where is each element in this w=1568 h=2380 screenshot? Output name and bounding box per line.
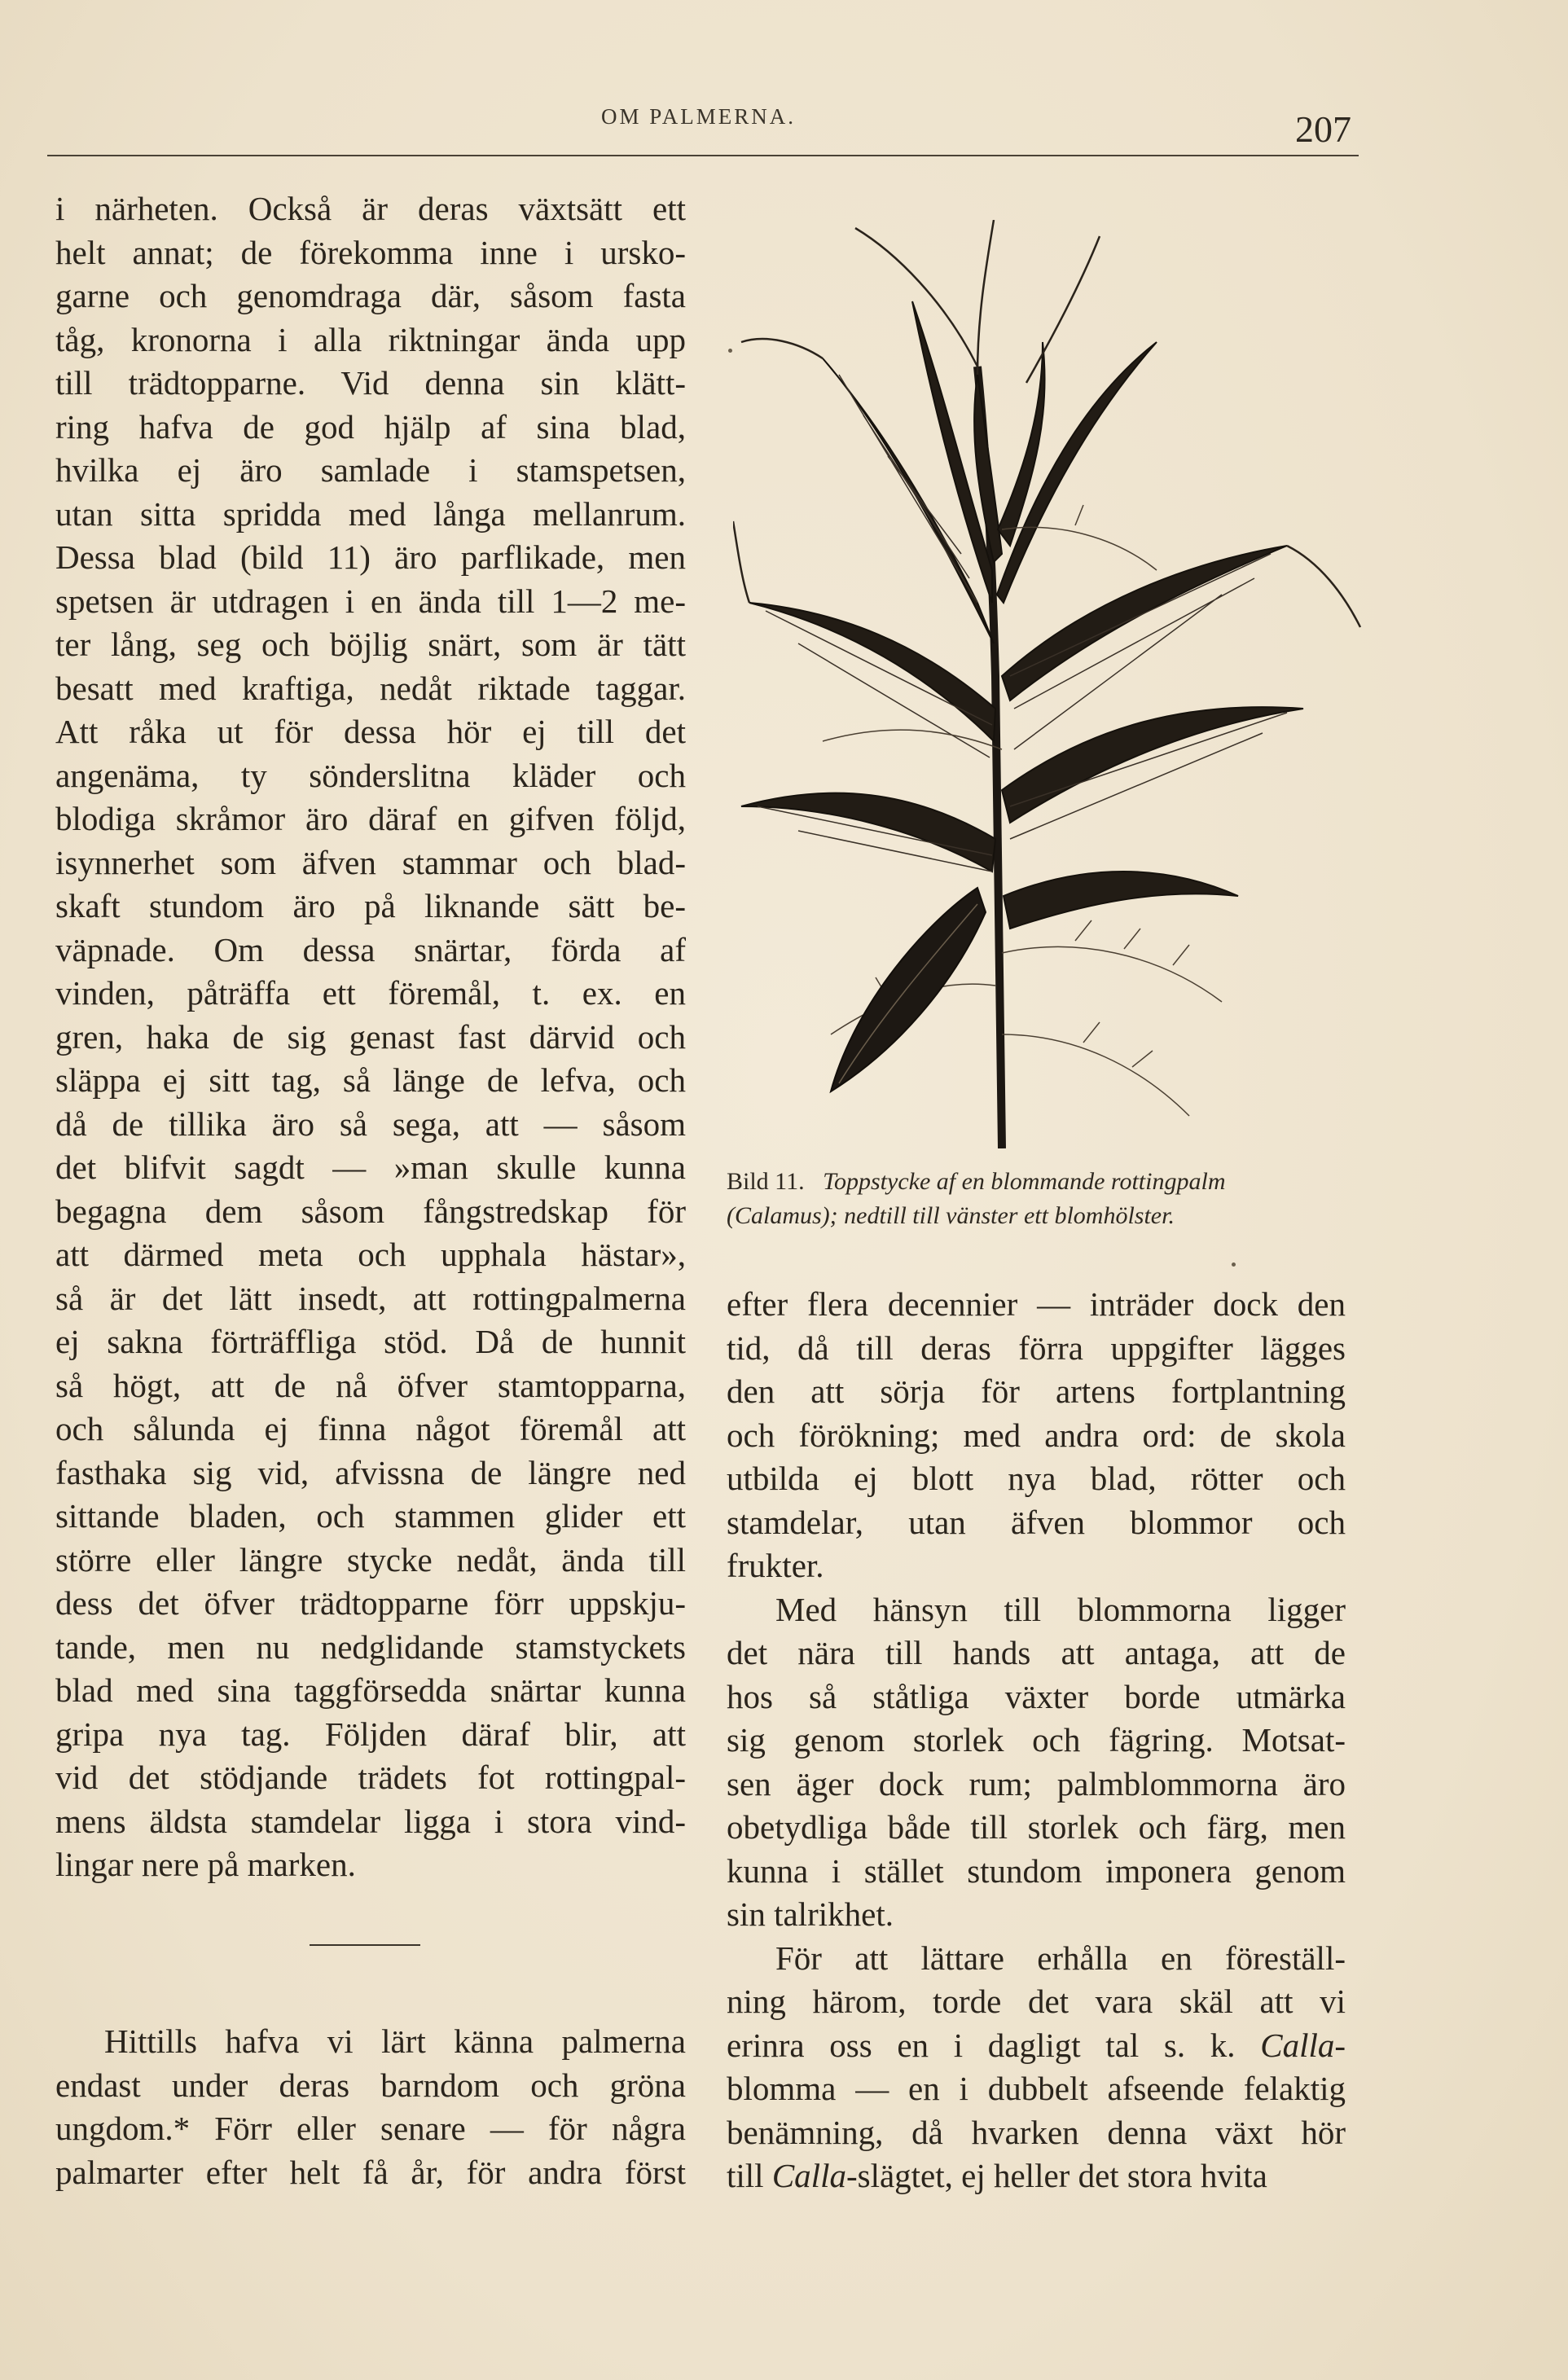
text-line: utbilda ej blott nya blad, rötter och [727,1460,1346,1497]
text-line: Att råka ut för dessa hör ej till det [55,713,686,750]
text-line: endast under deras barndom och gröna [55,2066,686,2104]
left-column-body [55,187,686,1887]
left-column-section-2-body [55,2020,686,2194]
text-line: angenäma, ty sönderslitna kläder och [55,756,686,794]
italic-word-calla: Calla [771,2157,846,2194]
right-column-para-2 [727,1588,1346,1937]
text-line: fasthaka sig vid, afvissna de längre ned [55,1453,686,1491]
text-line-segment: -slägtet, ej heller det stora hvita [845,2157,1267,2194]
text-line: stamdelar, utan äfven blommor och [727,1503,1346,1541]
text-line-segment: benämning, då hvarken denna växt hör [727,2113,1346,2151]
text-line: ter lång, seg och böjlig snärt, som är tätt [55,626,686,663]
text-line: gripa nya tag. Följden däraf blir, att [55,1715,686,1753]
text-line: det nära till hands att antaga, att de [727,1634,1346,1671]
text-line: släppa ej sitt tag, så länge de lefva, och [55,1061,686,1099]
text-line: sittande bladen, och stammen glider ett [55,1497,686,1535]
text-line: lingar nere på marken. [55,1846,356,1883]
text-line: garne och genomdraga där, såsom fasta [55,277,686,314]
text-line: ungdom.* Förr eller senare — för några [55,2110,686,2147]
caption-text-line-2: (Calamus); nedtill till vänster ett blomhölster. [727,1202,1175,1229]
text-line: den att sörja för artens fortplantning [727,1372,1346,1410]
running-head: OM PALMERNA. [601,104,797,129]
text-line: skaft stundom äro på liknande sätt be- [55,887,686,924]
text-line: i närheten. Också är deras växtsätt ett [55,190,686,227]
text-line [727,2024,1346,2068]
text-line: hvilka ej äro samlade i stamspetsen, [55,451,686,489]
text-line-segment: till [727,2157,764,2194]
text-line: ej sakna förträffliga stöd. Då de hunnit [55,1323,686,1360]
caption-label: Bild 11. [727,1168,805,1195]
text-line: sen äger dock rum; palmblommorna äro [727,1764,1346,1803]
text-line: helt annat; de förekomma inne i ursko- [55,233,686,271]
text-line-segment: erinra oss en i dagligt tal s. k. [727,2026,1236,2064]
text-line [727,2154,1346,2198]
rattan-palm-illustration [733,220,1368,1148]
text-line: så är det lätt insedt, att rottingpalmerna [55,1279,686,1317]
text-line: då de tillika äro så sega, att — såsom [55,1104,686,1143]
text-line: palmarter efter helt få år, för andra först [55,2153,686,2191]
text-line [727,2067,1346,2111]
text-line: och sålunda ej finna något föremål att [55,1410,686,1447]
text-line-segment: ning härom, torde det vara skäl att vi [727,1983,1346,2020]
text-line: och förökning; med andra ord: de skola [727,1416,1346,1454]
text-line: sin talrikhet. [727,1895,894,1933]
left-column [55,187,686,1887]
left-column-section-2 [55,2020,686,2194]
text-line: efter flera decennier — inträder dock den [727,1285,1346,1323]
section-separator-rule [310,1944,420,1946]
text-line: frukter. [727,1547,824,1584]
text-line: tid, då till deras förra uppgifter lägges [727,1328,1346,1367]
paper-speck [1232,1262,1236,1267]
text-line: hos så ståtliga växter borde utmärka [727,1677,1346,1715]
text-line: obetydliga både till storlek och färg, men [727,1808,1346,1846]
text-line: tande, men nu nedglidande stamstyckets [55,1627,686,1666]
text-line: begagna dem såsom fångstredskap för [55,1192,686,1230]
right-column [727,1283,1346,2198]
text-line: vinden, påträffa ett föremål, t. ex. en [55,974,686,1012]
text-line: gren, haka de sig genast fast därvid och [55,1017,686,1056]
text-line: ring hafva de god hjälp af sina blad, [55,407,686,446]
page-number: 207 [1295,108,1351,150]
figure-caption [727,1165,1378,1233]
text-line: till trädtopparne. Vid denna sin klätt- [55,364,686,402]
text-line: utan sitta spridda med långa mellanrum. [55,494,686,533]
text-line: blodiga skråmor äro däraf en gifven följd, [55,800,686,837]
text-line: dess det öfver trädtopparne förr uppskju- [55,1584,686,1622]
text-line [727,1980,1346,2024]
header-rule [47,155,1359,156]
text-line: Dessa blad (bild 11) äro parflikade, men [55,538,686,576]
text-line: sig genom storlek och fägring. Motsat- [727,1721,1346,1759]
text-line: så högt, att de nå öfver stamtopparna, [55,1366,686,1404]
text-line: blad med sina taggförsedda snärtar kunna [55,1671,686,1709]
text-line: vid det stödjande trädets fot rottingpal- [55,1759,686,1796]
text-line [727,1937,1346,1981]
italic-word-calla: Calla- [1260,2026,1346,2064]
text-line: besatt med kraftiga, nedåt riktade taggar. [55,669,686,707]
text-line: det blifvit sagdt — »man skulle kunna [55,1148,686,1186]
text-line: tåg, kronorna i alla riktningar ända upp [55,320,686,358]
text-line: spetsen är utdragen i en ända till 1—2 me- [55,582,686,620]
text-line: väpnade. Om dessa snärtar, förda af [55,930,686,968]
text-line: isynnerhet som äfven stammar och blad- [55,843,686,881]
right-column-para-1 [727,1283,1346,1588]
text-line: kunna i stället stundom imponera genom [727,1851,1346,1890]
right-column-para-3 [727,1937,1346,2198]
caption-text-line-1: Toppstycke af en blommande rottingpalm [823,1168,1226,1195]
text-line: att därmed meta och upphala hästar», [55,1236,686,1273]
paper-speck [728,349,732,353]
text-line: Med hänsyn till blommorna ligger [775,1590,1346,1628]
text-line-segment: För att lättare erhålla en föreställ- [775,1939,1346,1977]
text-line: större eller längre stycke nedåt, ända till [55,1540,686,1579]
text-line-segment: blomma — en i dubbelt afseende felaktig [727,2070,1346,2107]
text-line: mens äldsta stamdelar ligga i stora vind- [55,1802,686,1840]
text-line: Hittills hafva vi lärt känna palmerna [104,2022,686,2060]
text-line [727,2111,1346,2155]
